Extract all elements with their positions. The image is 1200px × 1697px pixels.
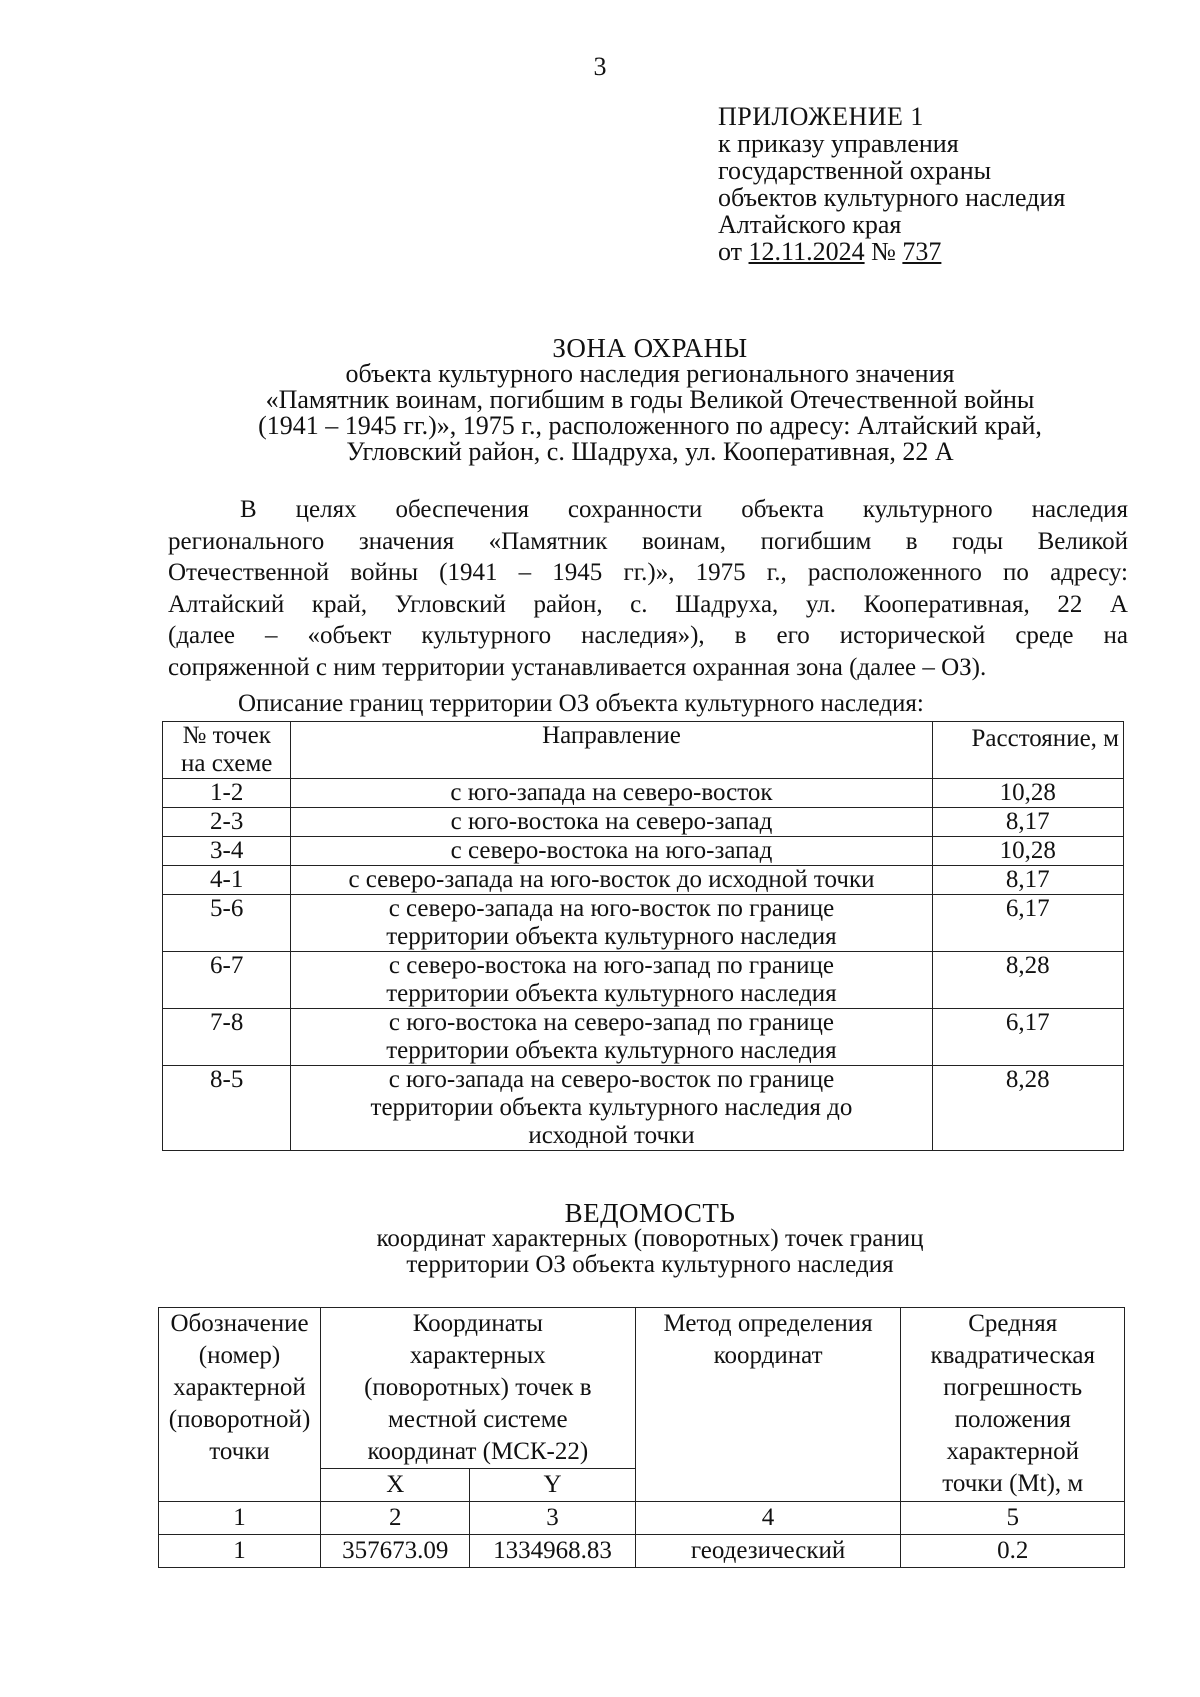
header-text: точки — [209, 1438, 270, 1465]
cell-error: 0.2 — [901, 1535, 1125, 1568]
boundary-table — [162, 721, 1124, 1151]
cell-points: 6-7 — [163, 952, 291, 1009]
header-error — [901, 1308, 1125, 1502]
appendix-line: к приказу управления — [718, 129, 959, 158]
table-row — [163, 952, 1124, 1009]
cell-points: 1-2 — [163, 779, 291, 808]
table-row — [163, 866, 1124, 895]
table-row — [163, 1009, 1124, 1066]
cell-direction — [291, 1066, 932, 1151]
cell-direction — [291, 779, 932, 808]
header-y: Y — [470, 1469, 635, 1502]
cell-direction — [291, 952, 932, 1009]
boundary-table-body — [163, 779, 1124, 1151]
boundary-table-caption: Описание границ территории ОЗ объекта культурного наследия: — [238, 690, 924, 717]
header-text: координат — [713, 1342, 823, 1369]
vedomost-heading: ВЕДОМОСТЬ — [564, 1198, 736, 1228]
direction-line: с юго-востока на северо-запад по границе — [388, 1009, 835, 1036]
direction-line: территории объекта культурного наследия до — [370, 1094, 853, 1121]
header-text: (поворотных) точек в — [364, 1374, 592, 1401]
cell-method: геодезический — [635, 1535, 901, 1568]
cell-x: 357673.09 — [321, 1535, 470, 1568]
zone-title-block — [160, 335, 1140, 465]
header-text: характерной — [173, 1374, 306, 1401]
cell-point: 1 — [159, 1535, 321, 1568]
header-text: квадратическая — [930, 1342, 1095, 1369]
table-row — [163, 837, 1124, 866]
date-prefix: от — [718, 237, 743, 266]
direction-line: территории объекта культурного наследия — [386, 923, 837, 950]
appendix-title: ПРИЛОЖЕНИЕ 1 — [718, 102, 924, 131]
order-number: 737 — [902, 237, 942, 266]
table-row — [163, 808, 1124, 837]
cell-points: 7-8 — [163, 1009, 291, 1066]
table-row — [163, 779, 1124, 808]
cell-direction — [291, 1009, 932, 1066]
column-number: 5 — [901, 1502, 1125, 1535]
header-distance: Расстояние, м — [932, 722, 1123, 779]
direction-line: с юго-запада на северо-восток — [450, 779, 773, 806]
cell-points: 4-1 — [163, 866, 291, 895]
header-direction: Направление — [291, 722, 932, 779]
zone-title-line: (1941 – 1945 гг.)», 1975 г., расположенного по адресу: Алтайский край, — [258, 411, 1042, 440]
appendix-line: государственной охраны — [718, 156, 992, 185]
appendix-line: объектов культурного наследия — [718, 183, 1066, 212]
paragraph-line: В целях обеспечения сохранности объекта культурного наследия — [240, 496, 1128, 523]
vedomost-title-block — [160, 1200, 1140, 1278]
cell-distance: 6,17 — [932, 895, 1123, 952]
order-date: 12.11.2024 — [748, 237, 865, 266]
vedomost-line: координат характерных (поворотных) точек границ — [376, 1225, 924, 1252]
paragraph-line: регионального значения «Памятник воинам, погибшим в годы Великой — [168, 527, 1128, 555]
coordinates-table — [158, 1307, 1125, 1568]
header-point-designation — [159, 1308, 321, 1502]
appendix-line: Алтайского края — [718, 210, 902, 239]
direction-line: территории объекта культурного наследия — [386, 1037, 837, 1064]
header-points-line: № точек — [182, 722, 271, 749]
page-number: 3 — [593, 52, 607, 81]
column-number: 4 — [635, 1502, 901, 1535]
boundary-table-header — [163, 722, 1124, 779]
header-text: Средняя — [968, 1310, 1058, 1337]
table-row — [163, 895, 1124, 952]
column-number: 3 — [470, 1502, 635, 1535]
cell-points: 8-5 — [163, 1066, 291, 1151]
header-text: точки (Mt), м — [942, 1470, 1084, 1497]
cell-distance: 6,17 — [932, 1009, 1123, 1066]
cell-distance: 10,28 — [932, 779, 1123, 808]
header-text: (номер) — [198, 1342, 281, 1369]
paragraph-line: сопряженной с ним территории устанавливается охранная зона (далее – ОЗ). — [168, 653, 987, 681]
header-text: Координаты — [412, 1310, 543, 1337]
cell-direction — [291, 895, 932, 952]
direction-line: с северо-востока на юго-запад — [450, 837, 773, 864]
direction-line: с северо-востока на юго-запад по границе — [388, 952, 835, 979]
paragraph-line: Отечественной войны (1941 – 1945 гг.)», 1975 г., расположенного по адресу: — [168, 559, 1128, 586]
number-prefix: № — [871, 237, 896, 266]
zone-title-line: объекта культурного наследия регионального значения — [345, 359, 955, 388]
direction-line: исходной точки — [528, 1122, 695, 1149]
cell-points: 2-3 — [163, 808, 291, 837]
header-text: погрешность — [943, 1374, 1083, 1401]
header-points-line: на схеме — [180, 750, 273, 777]
direction-line: с юго-запада на северо-восток по границе — [388, 1066, 835, 1093]
paragraph-line: (далее – «объект культурного наследия»), в его исторической среде на — [168, 622, 1128, 649]
header-text: (поворотной) — [168, 1406, 311, 1433]
cell-direction — [291, 808, 932, 837]
column-number: 2 — [321, 1502, 470, 1535]
header-text: положения — [954, 1406, 1071, 1433]
header-text: местной системе — [388, 1406, 568, 1433]
direction-line: с северо-запада на юго-восток до исходной точки — [348, 866, 875, 893]
cell-direction — [291, 837, 932, 866]
cell-distance: 8,28 — [932, 1066, 1123, 1151]
cell-distance: 8,17 — [932, 866, 1123, 895]
direction-line: территории объекта культурного наследия — [386, 980, 837, 1007]
header-points — [163, 722, 291, 779]
cell-y: 1334968.83 — [470, 1535, 635, 1568]
paragraph-line: Алтайский край, Угловский район, с. Шадруха, ул. Кооперативная, 22 А — [168, 590, 1128, 618]
header-text: характерных — [409, 1342, 546, 1369]
coord-data-row — [159, 1535, 1125, 1568]
cell-points: 5-6 — [163, 895, 291, 952]
header-method — [635, 1308, 901, 1502]
direction-line: с юго-востока на северо-запад — [450, 808, 773, 835]
appendix-date-line — [718, 238, 1065, 265]
cell-points: 3-4 — [163, 837, 291, 866]
appendix-block — [718, 103, 1065, 265]
body-paragraph — [168, 494, 1128, 683]
cell-distance: 10,28 — [932, 837, 1123, 866]
table-row — [163, 1066, 1124, 1151]
vedomost-line: территории ОЗ объекта культурного наследия — [406, 1251, 894, 1278]
coord-column-numbers-row — [159, 1502, 1125, 1535]
cell-direction — [291, 866, 932, 895]
header-text: координат (МСК-22) — [367, 1438, 589, 1465]
header-x: X — [321, 1469, 470, 1502]
cell-distance: 8,28 — [932, 952, 1123, 1009]
header-text: Метод определения — [663, 1310, 873, 1337]
cell-distance: 8,17 — [932, 808, 1123, 837]
zone-title-line: Угловский район, с. Шадруха, ул. Кооперативная, 22 А — [346, 437, 954, 466]
direction-line: с северо-запада на юго-восток по границе — [388, 895, 835, 922]
zone-title-line: «Памятник воинам, погибшим в годы Великой Отечественной войны — [265, 385, 1035, 414]
zone-heading: ЗОНА ОХРАНЫ — [552, 333, 748, 363]
coord-header-row — [159, 1308, 1125, 1469]
header-text: Обозначение — [170, 1310, 309, 1337]
header-coordinates — [321, 1308, 636, 1469]
header-text: характерной — [946, 1438, 1079, 1465]
column-number: 1 — [159, 1502, 321, 1535]
